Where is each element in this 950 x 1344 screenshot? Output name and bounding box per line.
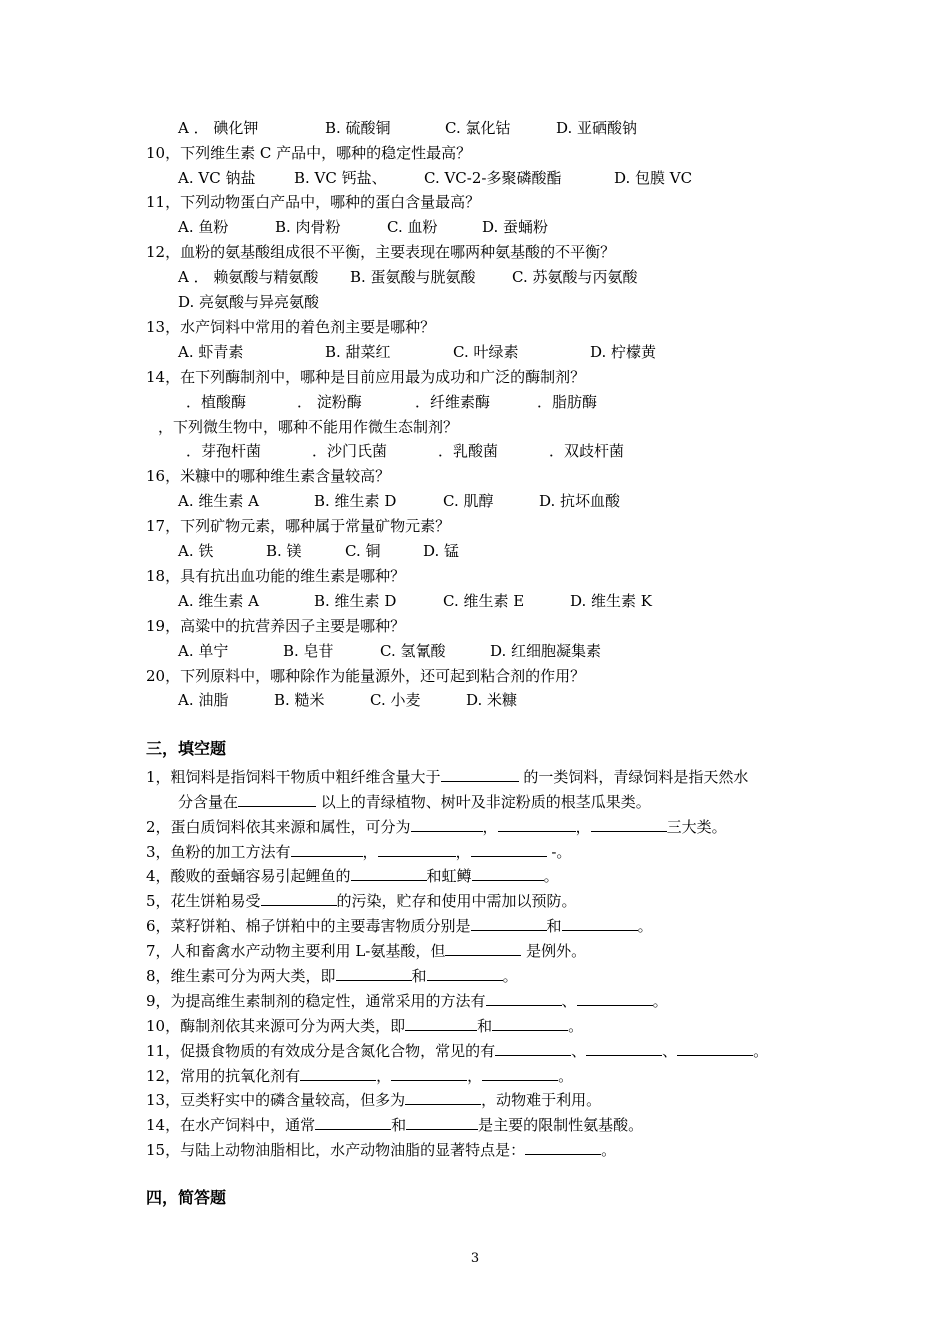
choice-line: C. VC-2-多聚磷酸酯: [424, 169, 562, 187]
choice-line: D. 柠檬黄: [590, 343, 657, 361]
choice-line: C. 氢氰酸: [380, 642, 446, 660]
choice-line: D. 蚕蛹粉: [482, 218, 549, 236]
choice-line: C. 苏氨酸与丙氨酸: [512, 268, 638, 286]
fill-text: 和: [477, 1017, 493, 1035]
fill-line: [146, 916, 653, 935]
answer-blank[interactable]: [525, 1140, 601, 1155]
fill-text: 。: [652, 992, 668, 1010]
answer-blank[interactable]: [261, 891, 337, 906]
choice-line: B. 维生素 D: [314, 592, 397, 610]
fill-text: 和虹鳟: [426, 867, 472, 885]
fill-text: ，: [455, 843, 471, 861]
choice-line: 20，下列原料中，哪种除作为能量源外，还可起到粘合剂的作用？: [146, 667, 586, 685]
choice-line: D. 亮氨酸与异亮氨酸: [178, 293, 320, 311]
answer-blank[interactable]: [482, 1066, 558, 1081]
answer-blank[interactable]: [315, 1115, 391, 1130]
choice-line: ，下列微生物中，哪种不能用作微生态制剂？: [158, 418, 459, 436]
choice-line: 11，下列动物蛋白产品中，哪种的蛋白含量最高？: [146, 193, 481, 211]
choice-line: C. 氯化钴: [445, 119, 511, 137]
choice-line: ．双歧杆菌: [549, 442, 625, 460]
answer-blank[interactable]: [391, 1066, 467, 1081]
choice-line: D. 维生素 K: [570, 592, 653, 610]
choice-line: 10，下列维生素 C 产品中，哪种的稳定性最高？: [146, 144, 472, 162]
fill-text: 9，为提高维生素制剂的稳定性，通常采用的方法有: [146, 992, 486, 1010]
fill-text: 是主要的限制性氨基酸。: [478, 1116, 644, 1134]
answer-blank[interactable]: [495, 1041, 571, 1056]
answer-blank[interactable]: [577, 991, 653, 1006]
fill-line: [146, 941, 586, 960]
page-number: 3: [470, 1251, 480, 1266]
fill-text: 。: [543, 867, 559, 885]
fill-line: [146, 1115, 643, 1134]
fill-text: 和: [391, 1116, 407, 1134]
choice-line: B. 蛋氨酸与胱氨酸: [350, 268, 476, 286]
fill-text: 。: [753, 1042, 769, 1060]
choice-line: ．沙门氏菌: [312, 442, 388, 460]
answer-blank[interactable]: [486, 991, 562, 1006]
choice-line: ．芽孢杆菌: [186, 442, 262, 460]
choice-line: C. 维生素 E: [443, 592, 525, 610]
choice-line: D. 锰: [423, 542, 460, 560]
fill-text: 14，在水产饲料中，通常: [146, 1116, 316, 1134]
choice-line: 12，血粉的氨基酸组成很不平衡，主要表现在哪两种氨基酸的不平衡？: [146, 243, 616, 261]
answer-blank[interactable]: [471, 916, 547, 931]
fill-line: [146, 891, 577, 910]
fill-text: 11，促摄食物质的有效成分是含氮化合物，常见的有: [146, 1042, 496, 1060]
fill-line: [146, 966, 518, 985]
choice-line: D. 包膜 VC: [614, 169, 693, 187]
fill-line: [146, 767, 748, 786]
answer-blank[interactable]: [562, 916, 638, 931]
choice-line: A. 单宁: [178, 642, 229, 660]
fill-text: 7，人和畜禽水产动物主要利用 L-氨基酸，但: [146, 942, 446, 960]
answer-blank[interactable]: [591, 817, 667, 832]
fill-line: [146, 842, 571, 861]
choice-line: D. 亚硒酸钠: [556, 119, 638, 137]
choice-line: A. VC 钠盐: [178, 169, 256, 187]
answer-blank[interactable]: [238, 792, 316, 807]
fill-text: 、: [571, 1042, 587, 1060]
section-3-title: 三，填空题: [146, 739, 227, 758]
choice-line: D. 抗坏血酸: [539, 492, 621, 510]
choice-line: A. 维生素 A: [178, 492, 259, 510]
choice-line: 19，高粱中的抗营养因子主要是哪种？: [146, 617, 406, 635]
answer-blank[interactable]: [291, 842, 363, 857]
choice-line: A. 维生素 A: [178, 592, 259, 610]
fill-line: [178, 792, 651, 811]
fill-text: ，: [575, 818, 591, 836]
answer-blank[interactable]: [351, 866, 427, 881]
fill-text: 三大类。: [666, 818, 727, 836]
fill-text: 。: [502, 967, 518, 985]
fill-text: ，: [362, 843, 378, 861]
fill-text: 6，菜籽饼粕、棉子饼粕中的主要毒害物质分别是: [146, 917, 471, 935]
fill-text: 5，花生饼粕易受: [146, 892, 261, 910]
choice-line: ． 淀粉酶: [297, 393, 362, 411]
answer-blank[interactable]: [427, 966, 503, 981]
answer-blank[interactable]: [677, 1041, 753, 1056]
choice-line: 14，在下列酶制剂中，哪种是目前应用最为成功和广泛的酶制剂？: [146, 368, 586, 386]
answer-blank[interactable]: [405, 1016, 477, 1031]
fill-line: [146, 1041, 768, 1060]
answer-blank[interactable]: [405, 1090, 481, 1105]
choice-line: 17，下列矿物元素，哪种属于常量矿物元素？: [146, 517, 451, 535]
answer-blank[interactable]: [472, 866, 544, 881]
fill-line: [146, 991, 668, 1010]
answer-blank[interactable]: [441, 767, 519, 782]
answer-blank[interactable]: [300, 1066, 376, 1081]
choice-line: ．纤维素酶: [415, 393, 491, 411]
fill-text: 2，蛋白质饲料依其来源和属性，可分为: [146, 818, 411, 836]
fill-text: 和: [546, 917, 562, 935]
fill-text: 10，酶制剂依其来源可分为两大类，即: [146, 1017, 406, 1035]
fill-text: 、: [662, 1042, 678, 1060]
choice-line: 16，米糠中的哪种维生素含量较高？: [146, 467, 391, 485]
fill-text: 。: [637, 917, 653, 935]
choice-line: C. 血粉: [387, 218, 438, 236]
answer-blank[interactable]: [471, 842, 547, 857]
choice-line: ．植酸酶: [186, 393, 247, 411]
fill-text: 的一类饲料，青绿饲料是指天然水: [518, 768, 749, 786]
fill-line: [146, 1090, 601, 1109]
choice-line: C. 小麦: [370, 691, 421, 709]
choice-line: A. 鱼粉: [178, 218, 229, 236]
answer-blank[interactable]: [336, 966, 412, 981]
answer-blank[interactable]: [445, 941, 521, 956]
choice-line: B. 糙米: [274, 691, 325, 709]
choice-line: A. 虾青素: [178, 343, 244, 361]
choice-line: B. 甜菜红: [325, 343, 391, 361]
answer-blank[interactable]: [411, 817, 483, 832]
fill-text: 4，酸败的蚕蛹容易引起鲤鱼的: [146, 867, 351, 885]
choice-line: A. 油脂: [178, 691, 229, 709]
choice-line: B. 皂苷: [283, 642, 334, 660]
fill-text: 3，鱼粉的加工方法有: [146, 843, 291, 861]
fill-text: 。: [568, 1017, 584, 1035]
choice-line: A ． 赖氨酸与精氨酸: [178, 268, 319, 286]
fill-text: ，动物难于利用。: [481, 1091, 602, 1109]
choice-line: 13，水产饲料中常用的着色剂主要是哪种？: [146, 318, 436, 336]
fill-text: ，: [482, 818, 498, 836]
fill-line: [146, 817, 727, 836]
answer-blank[interactable]: [406, 1115, 478, 1130]
fill-text: 以上的青绿植物、树叶及非淀粉质的根茎瓜果类。: [316, 793, 651, 811]
choice-line: 18，具有抗出血功能的维生素是哪种？: [146, 567, 406, 585]
choice-line: ．乳酸菌: [438, 442, 499, 460]
fill-text: 。: [601, 1141, 617, 1159]
answer-blank[interactable]: [492, 1016, 568, 1031]
choice-line: D. 米糠: [466, 691, 518, 709]
answer-blank[interactable]: [498, 817, 576, 832]
fill-text: ，: [376, 1067, 392, 1085]
fill-text: 的污染，贮存和使用中需加以预防。: [336, 892, 577, 910]
choice-line: A ． 碘化钾: [178, 119, 259, 137]
fill-line: [146, 866, 559, 885]
fill-text: 8，维生素可分为两大类，即: [146, 967, 336, 985]
choice-line: C. 肌醇: [443, 492, 494, 510]
choice-line: B. 维生素 D: [314, 492, 397, 510]
fill-text: 15，与陆上动物油脂相比，水产动物油脂的显著特点是：: [146, 1141, 526, 1159]
choice-line: B. 硫酸铜: [325, 119, 391, 137]
fill-text: 和: [411, 967, 427, 985]
fill-line: [146, 1016, 583, 1035]
fill-text: 1，粗饲料是指饲料干物质中粗纤维含量大于: [146, 768, 441, 786]
answer-blank[interactable]: [378, 842, 456, 857]
choice-line: C. 叶绿素: [453, 343, 519, 361]
choice-line: C. 铜: [345, 542, 381, 560]
fill-text: 是例外。: [521, 942, 587, 960]
choice-line: ．脂肪酶: [537, 393, 598, 411]
fill-text: ，: [467, 1067, 483, 1085]
choice-line: B. 镁: [266, 542, 302, 560]
fill-line: [146, 1066, 573, 1085]
fill-text: -。: [546, 843, 572, 861]
section-4-title: 四，简答题: [146, 1188, 227, 1207]
choice-line: A. 铁: [178, 542, 214, 560]
choice-line: B. 肉骨粉: [275, 218, 341, 236]
fill-text: 。: [558, 1067, 574, 1085]
fill-text: 分含量在: [178, 793, 239, 811]
fill-text: 、: [561, 992, 577, 1010]
answer-blank[interactable]: [586, 1041, 662, 1056]
choice-line: B. VC 钙盐、: [294, 169, 387, 187]
fill-text: 13，豆类籽实中的磷含量较高，但多为: [146, 1091, 406, 1109]
choice-line: D. 红细胞凝集素: [490, 642, 602, 660]
fill-line: [146, 1140, 616, 1159]
fill-text: 12，常用的抗氧化剂有: [146, 1067, 301, 1085]
